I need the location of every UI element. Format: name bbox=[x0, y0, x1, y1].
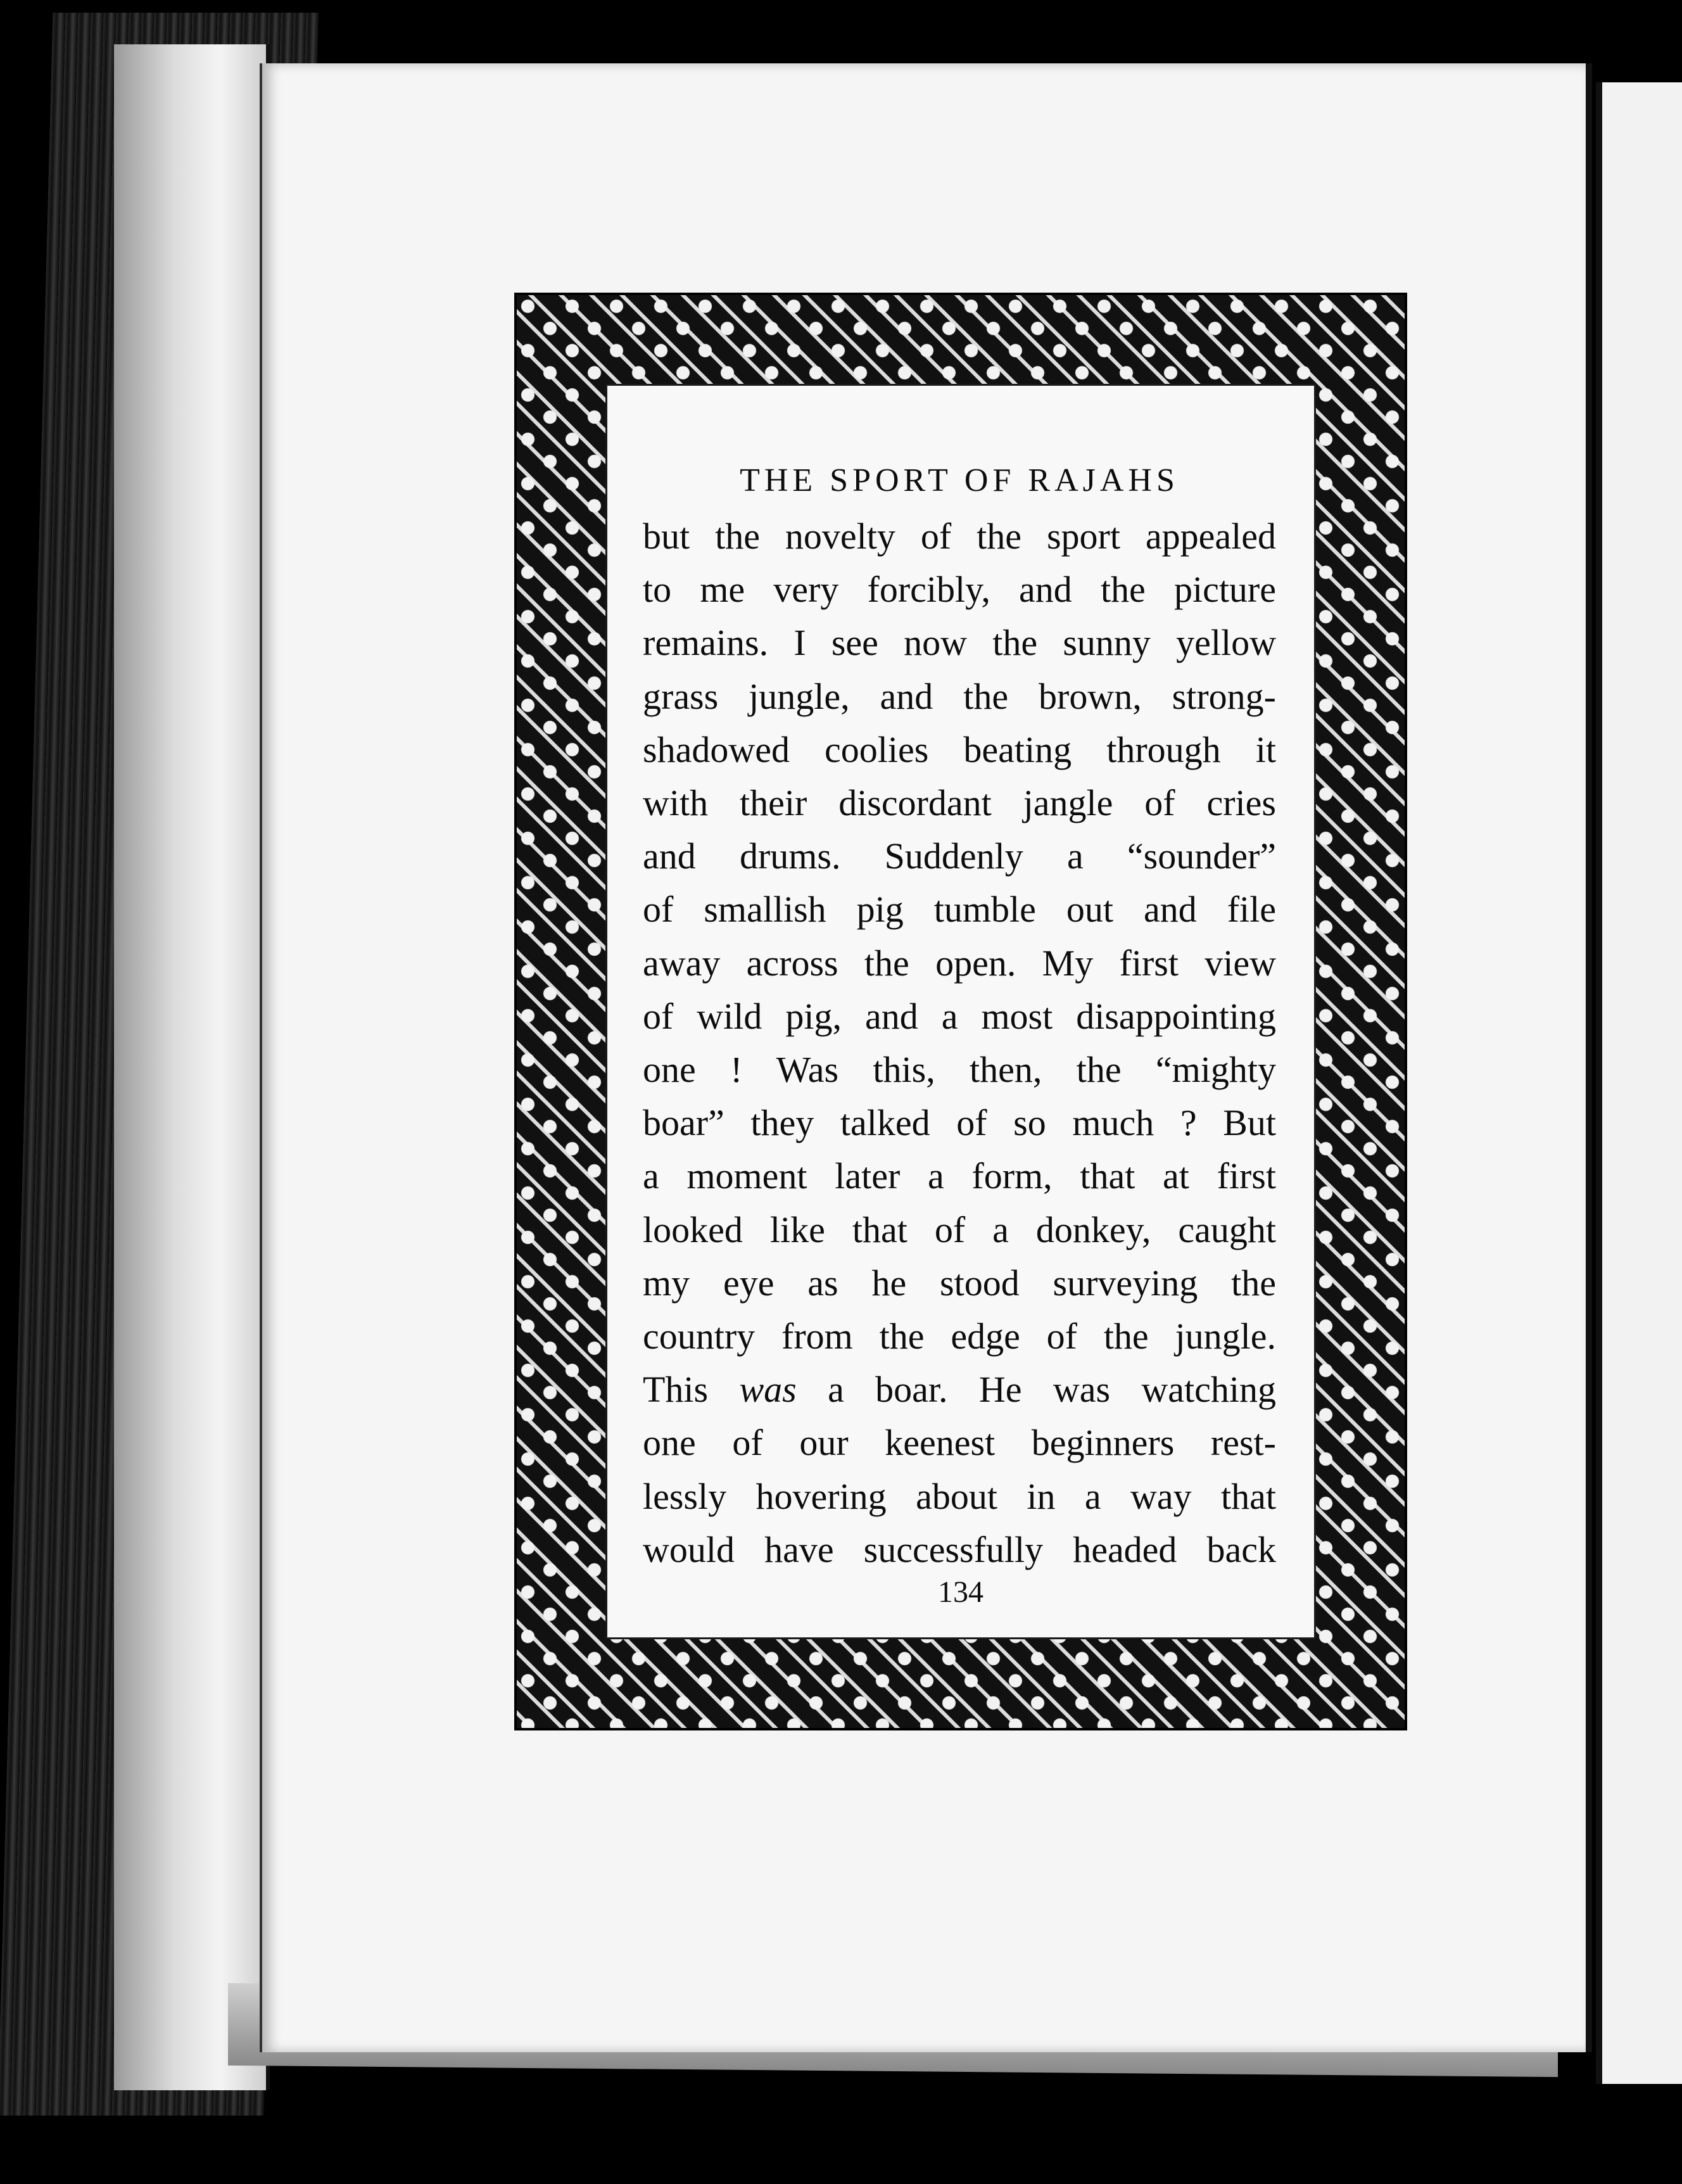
text-line-11: one ! Was this, then, the “mighty bbox=[643, 1049, 1276, 1091]
text-line-2: to me very forcibly, and the picture bbox=[643, 569, 1276, 611]
text-line-7: and drums. Suddenly a “sounder” bbox=[643, 835, 1276, 877]
text-line-8: of smallish pig tumble out and file bbox=[643, 889, 1276, 930]
text-line-10: of wild pig, and a most disappointing bbox=[643, 995, 1276, 1037]
text-panel bbox=[605, 384, 1316, 1639]
book-page bbox=[260, 63, 1592, 2052]
facing-page-edge bbox=[1596, 82, 1682, 2084]
text-line-13: a moment later a form, that at first bbox=[643, 1155, 1276, 1197]
text-line-9: away across the open. My first view bbox=[643, 942, 1276, 984]
text-line-20: would have successfully headed back bbox=[643, 1528, 1276, 1570]
text-line-12: boar” they talked of so much ? But bbox=[643, 1102, 1276, 1144]
text-line-17-prefix: This bbox=[643, 1369, 740, 1411]
text-line-4: grass jungle, and the brown, strong- bbox=[643, 675, 1276, 717]
text-line-6: with their discordant jangle of cries bbox=[643, 782, 1276, 824]
ornamental-border bbox=[514, 293, 1407, 1730]
page-stack-edge bbox=[114, 44, 270, 2090]
text-line-14: looked like that of a donkey, caught bbox=[643, 1209, 1276, 1250]
running-head: THE SPORT OF RAJAHS bbox=[740, 462, 1179, 498]
text-line-15: my eye as he stood surveying the bbox=[643, 1262, 1276, 1304]
text-line-1: but the novelty of the sport appealed bbox=[643, 516, 1276, 557]
text-line-17 bbox=[643, 1363, 1276, 1416]
italic-word: was bbox=[739, 1369, 797, 1411]
text-line-17-rest: a boar. He was watching bbox=[828, 1369, 1276, 1411]
text-block bbox=[643, 455, 1276, 1577]
text-line-5: shadowed coolies beating through it bbox=[643, 728, 1276, 770]
text-line-19: lessly hovering about in a way that bbox=[643, 1475, 1276, 1517]
text-line-18: one of our keenest beginners rest- bbox=[643, 1422, 1276, 1464]
page-number: 134 bbox=[938, 1575, 983, 1609]
text-line-16: country from the edge of the jungle. bbox=[643, 1316, 1276, 1357]
text-line-3: remains. I see now the sunny yellow bbox=[643, 622, 1276, 664]
